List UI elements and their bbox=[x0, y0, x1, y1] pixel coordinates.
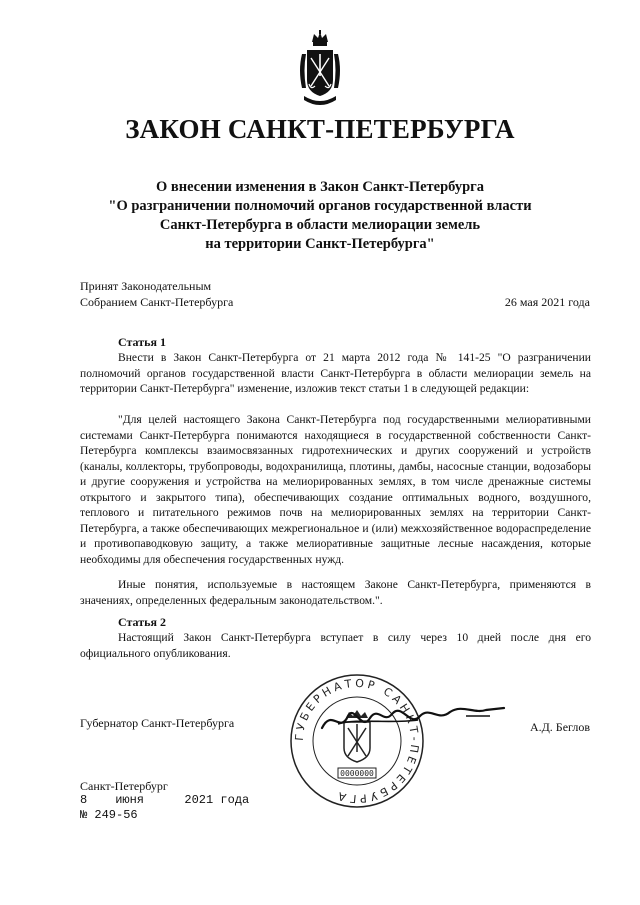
adoption-line: Принят Законодательным bbox=[80, 279, 212, 293]
seal-text: ГУБЕРНАТОР САНКТ-ПЕТЕРБУРГА bbox=[292, 676, 422, 806]
article-2-heading: Статья 2 bbox=[118, 615, 166, 629]
spb-coat-of-arms-icon bbox=[296, 30, 344, 110]
signing-day: 8 bbox=[80, 793, 88, 807]
law-subtitle bbox=[60, 178, 580, 254]
signing-month: июня bbox=[115, 793, 145, 807]
article-1-quote bbox=[80, 412, 591, 567]
signing-date bbox=[80, 793, 249, 807]
paragraph: Внести в Закон Санкт-Петербурга от 21 марта 2012 года № 141-25 "О разграничении полномочий органов государственной власти Санкт-Петербурга в области мелиорации земель на территории Санкт-Петербурга" изменение, изложив текст статьи 1 в следующей редакции: bbox=[80, 351, 591, 395]
signing-place: Санкт-Петербург bbox=[80, 779, 168, 793]
subtitle-line: "О разграничении полномочий органов государственной власти bbox=[108, 198, 532, 214]
signatory-name: А.Д. Беглов bbox=[529, 720, 590, 734]
seal-number: 0000000 bbox=[340, 769, 374, 778]
paragraph: "Для целей настоящего Закона Санкт-Петербурга под государственными мелиоративными системами Санкт-Петербурга понимаются находящиеся в государственной собственности Санкт-Петербурга комплексы взаимосвязанных гидротехнических и других сооружений и устройств (каналы, коллекторы, трубопроводы, водохранилища, плотины, дамбы, насосные станции, водозаборы и другие сооружения и устройства на мелиорированных землях, в том числе дренажные системы открытого и закрытого типа), обеспечивающих создание оптимальных водного, воздушного, теплового и питательного режимов почв на мелиорированных землях на территории Санкт-Петербурга, а также обеспечивающих межрегиональное и (или) межхозяйственное водораспределение и противопаводковую защиту, а также мелиоративные защитные лесные насаждения, которые необходимы для обеспечения государственных нужд. bbox=[80, 413, 591, 566]
article-1-heading: Статья 1 bbox=[118, 335, 166, 349]
article-2-text bbox=[80, 630, 591, 661]
signing-year: 2021 года bbox=[184, 793, 250, 807]
handwritten-signature bbox=[318, 694, 508, 744]
article-1-other-terms bbox=[80, 577, 591, 608]
paragraph: Иные понятия, используемые в настоящем Законе Санкт-Петербурга, применяются в значениях, определенных федеральным законодательством.". bbox=[80, 578, 591, 607]
law-number: № 249-56 bbox=[80, 808, 138, 822]
law-title: ЗАКОН САНКТ-ПЕТЕРБУРГА bbox=[125, 114, 515, 144]
adoption-note bbox=[80, 278, 233, 310]
article-1-intro bbox=[80, 350, 591, 397]
subtitle-line: О внесении изменения в Закон Санкт-Петербурга bbox=[155, 179, 484, 195]
adoption-date: 26 мая 2021 года bbox=[504, 295, 590, 309]
signatory-role: Губернатор Санкт-Петербурга bbox=[80, 716, 235, 730]
paragraph: Настоящий Закон Санкт-Петербурга вступает в силу через 10 дней после дня его официального опубликования. bbox=[80, 631, 591, 660]
adoption-line: Собранием Санкт-Петербурга bbox=[80, 295, 234, 309]
subtitle-line: на территории Санкт-Петербурга" bbox=[205, 236, 435, 252]
subtitle-line: Санкт-Петербурга в области мелиорации земель bbox=[159, 217, 481, 233]
